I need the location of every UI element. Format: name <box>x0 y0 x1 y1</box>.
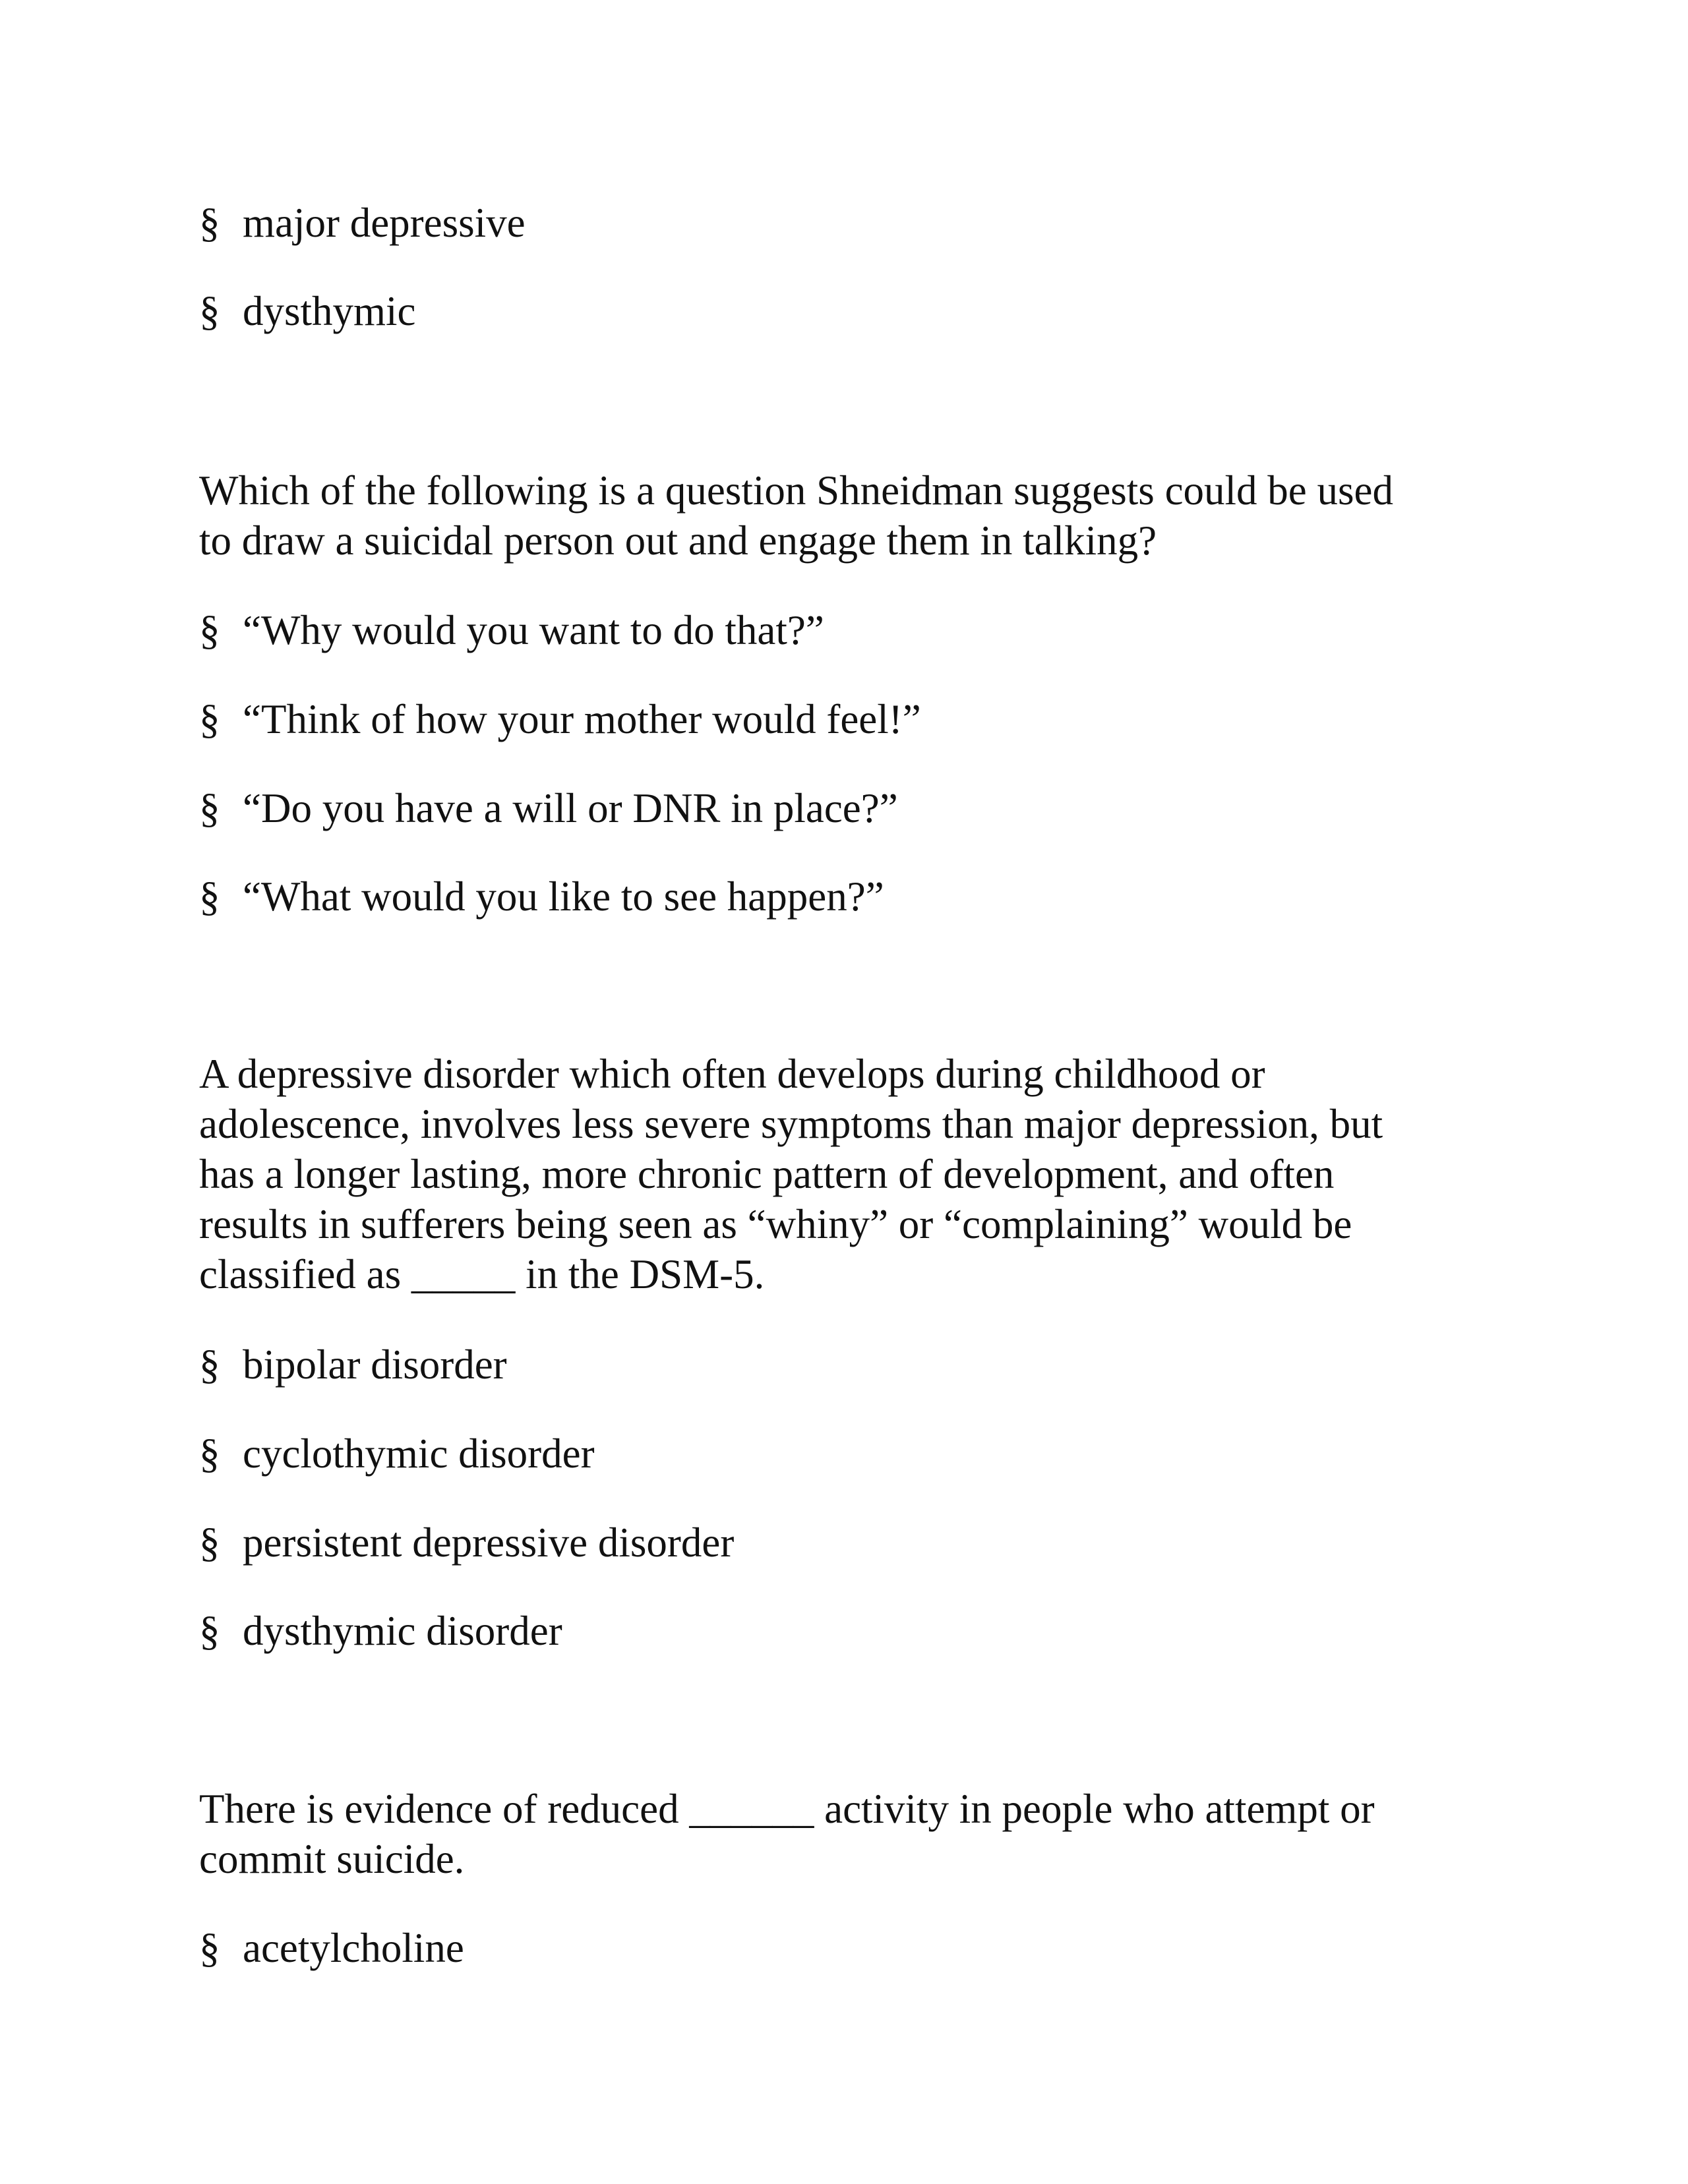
option-item <box>199 783 898 833</box>
option-item <box>199 1429 595 1479</box>
option-text: persistent depressive disorder <box>243 1520 735 1566</box>
section-bullet: § <box>199 1342 220 1388</box>
question-line: has a longer lasting, more chronic pattern of development, and often <box>199 1151 1335 1197</box>
question-line: commit suicide. <box>199 1836 465 1882</box>
option-text: “Think of how your mother would feel!” <box>243 696 921 742</box>
section-bullet: § <box>199 1608 220 1654</box>
option-text: cyclothymic disorder <box>243 1431 595 1477</box>
option-item <box>199 1606 562 1656</box>
option-text: bipolar disorder <box>243 1342 507 1388</box>
section-bullet: § <box>199 696 220 742</box>
option-text: major depressive <box>243 200 526 246</box>
section-bullet: § <box>199 785 220 831</box>
option-item <box>199 198 526 248</box>
option-item <box>199 605 824 655</box>
question-line: classified as _____ in the DSM-5. <box>199 1251 765 1297</box>
option-text: “Why would you want to do that?” <box>243 607 824 653</box>
option-item <box>199 1923 464 1973</box>
option-item <box>199 1518 734 1568</box>
section-bullet: § <box>199 607 220 653</box>
question-text <box>199 1784 1518 1884</box>
section-bullet: § <box>199 1431 220 1477</box>
question-line: Which of the following is a question Shneidman suggests could be used <box>199 467 1393 514</box>
section-bullet: § <box>199 873 220 920</box>
section-bullet: § <box>199 200 220 246</box>
option-item <box>199 871 884 922</box>
question-line: results in sufferers being seen as “whiny” or “complaining” would be <box>199 1201 1352 1247</box>
option-item <box>199 1340 507 1390</box>
section-bullet: § <box>199 1520 220 1566</box>
option-text: dysthymic <box>243 288 416 334</box>
option-item <box>199 694 921 744</box>
section-bullet: § <box>199 1925 220 1971</box>
question-text <box>199 1049 1518 1299</box>
option-text: “Do you have a will or DNR in place?” <box>243 785 898 831</box>
section-bullet: § <box>199 288 220 334</box>
question-line: to draw a suicidal person out and engage them in talking? <box>199 517 1157 564</box>
option-text: dysthymic disorder <box>243 1608 562 1654</box>
question-line: A depressive disorder which often develops during childhood or <box>199 1051 1265 1097</box>
option-text: “What would you like to see happen?” <box>243 873 884 920</box>
question-text <box>199 465 1518 566</box>
option-text: acetylcholine <box>243 1925 464 1971</box>
question-line: adolescence, involves less severe symptoms than major depression, but <box>199 1101 1383 1147</box>
question-line: There is evidence of reduced ______ activity in people who attempt or <box>199 1786 1375 1832</box>
option-item <box>199 286 416 336</box>
